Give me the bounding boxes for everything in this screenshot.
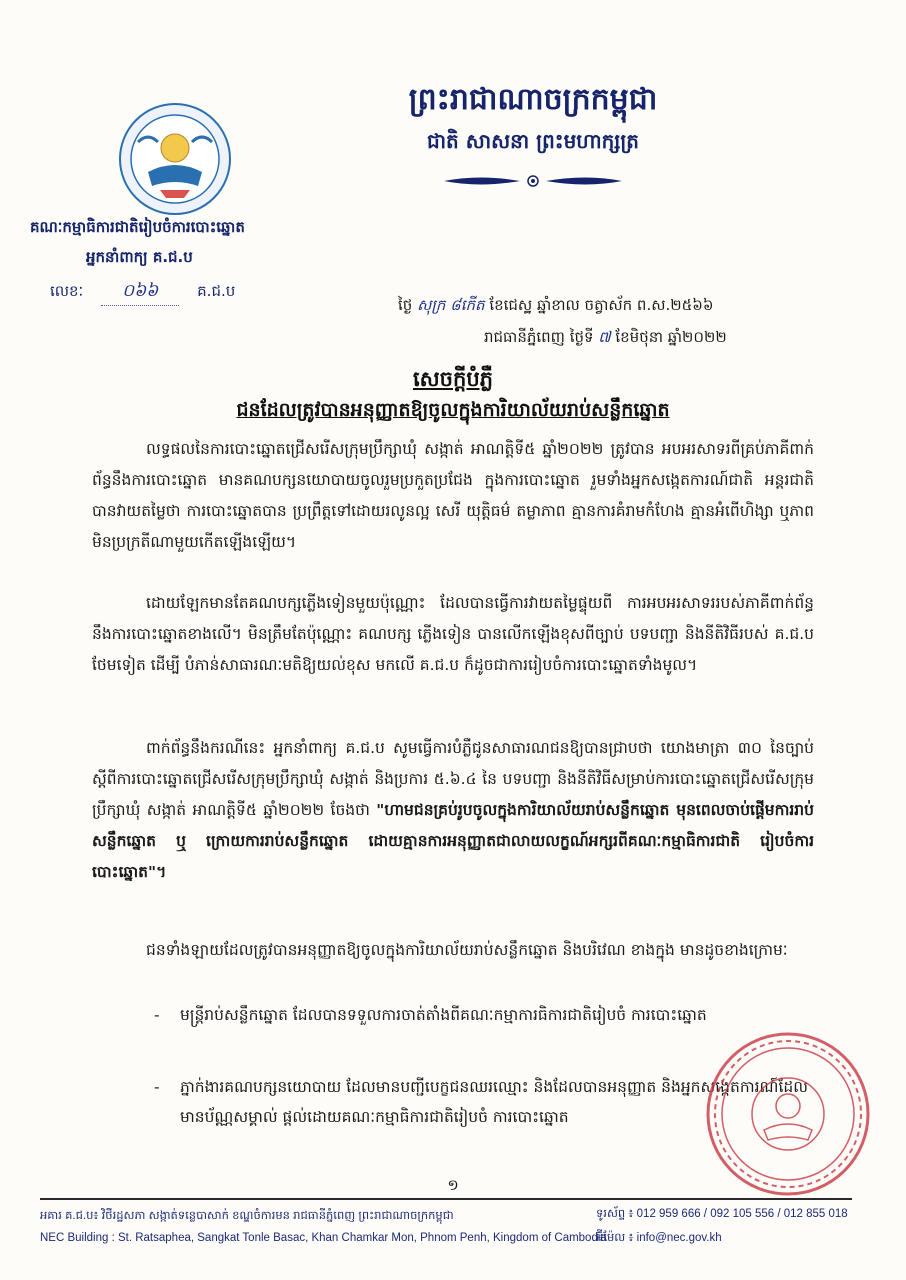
email-address[interactable]: info@nec.gov.kh — [636, 1232, 722, 1244]
body-paragraph-1: លទ្ធផលនៃការបោះឆ្នោតជ្រើសរើសក្រុមប្រឹក្សាឃុំ សង្កាត់ អាណត្តិទី៥ ឆ្នាំ២០២២ ត្រូវបាន អបអរសាទរពីគ្រប់ភាគីពាក់ព័ន្ធនឹងការបោះឆ្នោត មានគណបក្សនយោបាយចូលរួមប្រកួតប្រជែង ក្នុងការបោះឆ្នោត រួមទាំងអ្នកសង្កេតការណ៍ជាតិ អន្តរជាតិ បានវាយតម្លៃថា ការបោះឆ្នោតបាន ប្រព្រឹត្តទៅដោយរលូនល្អ សេរី យុត្តិធម៌ តម្លាភាព គ្មានការគំរាមកំហែង គ្មានអំពើហិង្សា ឬភាព មិនប្រក្រតីណាមួយកើតឡើងឡើយ។ — [92, 440, 814, 551]
kingdom-title: ព្រះរាជាណាចក្រកម្ពុជា — [408, 82, 658, 117]
footer-address-english: NEC Building : St. Ratsaphea, Sangkat Tonle Basac, Khan Chamkar Mon, Phnom Penh, Kingdom of Cambodia — [40, 1232, 607, 1244]
issuing-office: អ្នកនាំពាក្យ គ.ជ.ប — [86, 248, 193, 266]
lunar-date — [398, 296, 714, 318]
ref-label: លេខៈ — [50, 282, 84, 300]
official-seal-stamp — [704, 1030, 872, 1198]
footer-address-khmer: អគារ គ.ជ.ប៖ វិថីរដ្ឋសភា សង្កាត់ទន្លេបាសាក់ ខណ្ឌចំការមន រាជធានីភ្នំពេញ ព្រះរាជាណាចក្រកម្ពុជា — [40, 1210, 454, 1222]
solar-date-prefix: រាជធានីភ្នំពេញ ថ្ងៃទី — [484, 328, 594, 346]
list-item — [154, 1000, 820, 1030]
bullet-marker: - — [154, 1006, 160, 1024]
document-subtitle: ជនដែលត្រូវបានអនុញ្ញាតឱ្យចូលក្នុងការិយាល័យរាប់សន្លឹកឆ្នោត — [236, 399, 670, 421]
reference-number-row — [50, 280, 235, 306]
body-paragraph-4: ជនទាំងឡាយដែលត្រូវបានអនុញ្ញាតឱ្យចូលក្នុងការិយាល័យរាប់សន្លឹកឆ្នោត និងបរិវេណ ខាងក្នុង មានដូចខាងក្រោមៈ — [146, 941, 788, 959]
ref-number: ០៦៦ — [101, 280, 179, 306]
solar-date — [484, 328, 727, 350]
body-paragraph-3 — [92, 733, 814, 888]
solar-date-rest: ខែមិថុនា ឆ្នាំ២០២២ — [615, 328, 727, 346]
list-item-text: មន្ត្រីរាប់សន្លឹកឆ្នោត ដែលបានទទួលការចាត់តាំងពីគណៈកម្មាការធិការជាតិរៀបចំ ការបោះឆ្នោត — [180, 1006, 707, 1024]
lunar-date-handwritten: សុក្រ ៨កើត — [417, 296, 485, 314]
ornament-divider-icon — [440, 170, 626, 192]
lunar-date-prefix: ថ្ងៃ — [398, 296, 413, 314]
nec-emblem-logo — [118, 102, 232, 216]
bullet-marker: - — [154, 1078, 160, 1096]
list-item-text: ភ្នាក់ងារគណបក្សនយោបាយ ដែលមានបញ្ជីបេក្ខជនឈរឈ្មោះ និងដែលបានអនុញ្ញាត និងអ្នកសង្កេតការណ៍ដែលមានប័ណ្ណសម្គាល់ ផ្តល់ដោយគណៈកម្មាធិការជាតិរៀបចំ ការបោះឆ្នោត — [180, 1078, 808, 1126]
email-label: អ៊ីម៉ែល ៖ — [596, 1232, 634, 1244]
page-number: ១ — [447, 1176, 459, 1194]
paragraph-3-quote: "ហាមជនគ្រប់រូបចូលក្នុងការិយាល័យរាប់សន្លឹកឆ្នោត មុនពេលចាប់ផ្តើមការរាប់សន្លឹកឆ្នោត ឬ ក្រោយការរាប់សន្លឹកឆ្នោត ដោយគ្មានការអនុញ្ញាតជាលាយលក្ខណ៍អក្សរពីគណៈកម្មាធិការជាតិ រៀបចំការបោះឆ្នោត"។ — [92, 801, 814, 881]
national-motto: ជាតិ សាសនា ព្រះមហាក្សត្រ — [427, 129, 639, 153]
lunar-date-rest: ខែជេស្ឋ ឆ្នាំខាល ចត្វាស័ក ព.ស.២៥៦៦ — [489, 296, 714, 314]
body-paragraph-2: ដោយឡែកមានតែគណបក្សភ្លើងទៀនមួយប៉ុណ្ណោះ ដែលបានធ្វើការវាយតម្លៃផ្ទុយពី ការអបអរសាទររបស់ភាគីពាក់ព័ន្ធនឹងការបោះឆ្នោតខាងលើ។ មិនត្រឹមតែប៉ុណ្ណោះ គណបក្ស ភ្លើងទៀន បានលើកឡើងខុសពីច្បាប់ បទបញ្ជា និងនីតិវិធីរបស់ គ.ជ.ប ថែមទៀត ដើម្បី បំភាន់សាធារណៈមតិឱ្យយល់ខុស មកលើ គ.ជ.ប ក៏ដូចជាការរៀបចំការបោះឆ្នោតទាំងមូល។ — [92, 594, 814, 674]
document-title: សេចក្តីបំភ្លឺ — [413, 367, 493, 391]
ref-suffix: គ.ជ.ប — [197, 282, 236, 300]
footer-email — [596, 1230, 722, 1247]
issuing-organization: គណៈកម្មាធិការជាតិរៀបចំការបោះឆ្នោត — [30, 218, 245, 236]
solar-date-handwritten: ៧ — [598, 328, 611, 346]
footer-divider — [40, 1198, 852, 1200]
footer-phone — [596, 1206, 848, 1223]
paragraph-3-text: ពាក់ព័ន្ធនឹងករណីនេះ អ្នកនាំពាក្យ គ.ជ.ប សូមធ្វើការបំភ្លឺជូនសាធារណជនឱ្យបានជ្រាបថា យោងមាត្រា ៣០ នៃច្បាប់ស្តីពីការបោះឆ្នោតជ្រើសរើសក្រុមប្រឹក្សាឃុំ សង្កាត់ និងប្រការ ៥.៦.៤ នៃ បទបញ្ជា និងនីតិវិធីសម្រាប់ការបោះឆ្នោតជ្រើសរើសក្រុមប្រឹក្សាឃុំ សង្កាត់ អាណត្តិទី៥ ឆ្នាំ២០២២ ចែងថា — [92, 739, 814, 819]
phone-label: ទូរស័ព្ទ ៖ — [596, 1208, 634, 1220]
phone-numbers: 012 959 666 / 092 105 556 / 012 855 018 — [636, 1208, 848, 1220]
